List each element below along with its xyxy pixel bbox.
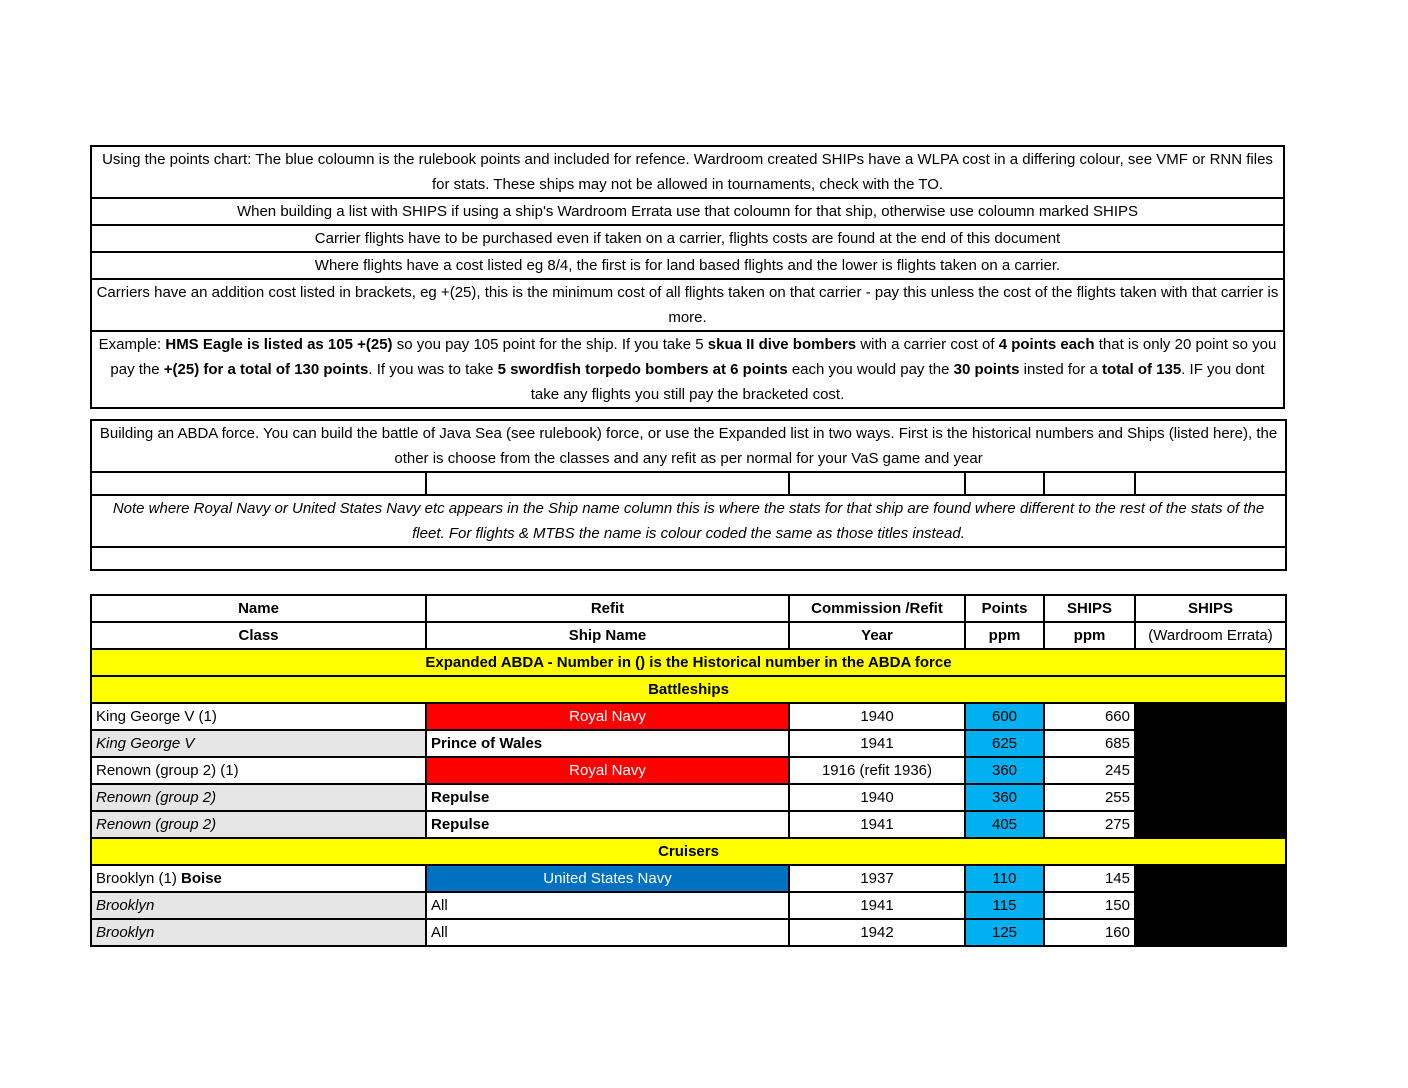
ship-class-cell [91,919,426,946]
ship-year: 1940 [789,784,965,811]
col-header-name: Name [91,595,426,622]
ship-class-cell [91,703,426,730]
ship-class: Brooklyn [96,924,155,941]
ship-points: 625 [965,730,1044,757]
ship-refit: Royal Navy [426,703,789,730]
wardroom-errata-cell [1135,811,1286,838]
ship-ships-ppm: 255 [1044,784,1135,811]
ship-refit: Royal Navy [426,757,789,784]
ship-points: 405 [965,811,1044,838]
wardroom-errata-cell [1135,865,1286,892]
ship-row [91,703,1286,730]
ship-row [91,811,1286,838]
ship-points: 360 [965,757,1044,784]
instructions-table [90,145,1285,409]
ship-ships-ppm: 660 [1044,703,1135,730]
col-header-year: Year [789,622,965,649]
ship-refit: Repulse [426,811,789,838]
note-example: Example: HMS Eagle is listed as 105 +(25) so you pay 105 point for the ship. If you take 5 skua II dive bombers with a carrier cost of 4 points each that is only 20 point so you pay the +(25) for a total of 130 points. If you was to take 5 swordfish torpedo bombers at 6 points each you would pay the 30 points insted for a total of 135. IF you dont take any flights you still pay the bracketed cost. [91,331,1284,408]
wardroom-errata-cell [1135,703,1286,730]
wardroom-errata-cell [1135,892,1286,919]
section-title: Cruisers [91,838,1286,865]
ship-ships-ppm: 150 [1044,892,1135,919]
col-header-wardroom-errata: (Wardroom Errata) [1135,622,1286,649]
ship-class-cell [91,784,426,811]
col-header-points: Points [965,595,1044,622]
ship-year: 1942 [789,919,965,946]
ship-ships-ppm: 685 [1044,730,1135,757]
points-table-box [90,594,1285,947]
ship-class-cell [91,730,426,757]
ship-class: Renown (group 2) (1) [96,762,239,779]
col-header-ships-ppm: ppm [1044,622,1135,649]
note-points-chart: Using the points chart: The blue coloumn is the rulebook points and included for refence. Wardroom created SHIPs have a WLPA cost in a differing colour, see VMF or RNN files for stats. These ships may not be allowed in tournaments, check with the TO. [91,146,1284,198]
ship-year: 1937 [789,865,965,892]
note-flight-costs: Where flights have a cost listed eg 8/4, the first is for land based flights and the lower is flights taken on a carrier. [91,252,1284,279]
ship-class: Brooklyn (1) [96,870,182,887]
col-header-ship-name: Ship Name [426,622,789,649]
points-table [90,594,1287,947]
section-row [91,676,1286,703]
wardroom-errata-cell [1135,919,1286,946]
abda-notes-box [90,419,1285,571]
ship-year: 1941 [789,811,965,838]
ship-points: 360 [965,784,1044,811]
ship-refit: United States Navy [426,865,789,892]
ship-year: 1941 [789,730,965,757]
wardroom-errata-cell [1135,730,1286,757]
ship-ships-ppm: 145 [1044,865,1135,892]
section-row [91,838,1286,865]
col-header-ships-errata: SHIPS [1135,595,1286,622]
empty-cell [1044,472,1135,495]
ship-historical-name: Boise [181,870,222,887]
col-header-ships: SHIPS [1044,595,1135,622]
wardroom-errata-cell [1135,784,1286,811]
expanded-abda-banner: Expanded ABDA - Number in () is the Historical number in the ABDA force [91,649,1286,676]
ship-class: Renown (group 2) [96,789,217,806]
empty-cell [91,472,426,495]
ship-row [91,784,1286,811]
empty-cell [426,472,789,495]
abda-intro: Building an ABDA force. You can build the battle of Java Sea (see rulebook) force, or use the Expanded list in two ways. First is the historical numbers and Ships (listed here), the other is choose from the classes and any refit as per normal for your VaS game and year [91,420,1286,472]
col-header-commission: Commission /Refit [789,595,965,622]
ship-row [91,892,1286,919]
ship-year: 1940 [789,703,965,730]
ship-points: 600 [965,703,1044,730]
ship-class: Brooklyn [96,897,155,914]
col-header-points-ppm: ppm [965,622,1044,649]
ship-year: 1941 [789,892,965,919]
abda-notes-table [90,419,1287,571]
ship-year: 1916 (refit 1936) [789,757,965,784]
ship-points: 125 [965,919,1044,946]
ship-points: 110 [965,865,1044,892]
note-carrier-flights: Carrier flights have to be purchased even if taken on a carrier, flights costs are found at the end of this document [91,225,1284,252]
empty-cell [789,472,965,495]
empty-cell [965,472,1044,495]
instructions-box [90,145,1285,409]
ship-class-cell [91,757,426,784]
ship-class-cell [91,865,426,892]
header-row-1 [91,595,1286,622]
ship-row [91,730,1286,757]
ship-row [91,757,1286,784]
ship-refit: Repulse [426,784,789,811]
wardroom-errata-cell [1135,757,1286,784]
ship-refit: Prince of Wales [426,730,789,757]
ship-class-cell [91,892,426,919]
header-row-2 [91,622,1286,649]
ship-ships-ppm: 245 [1044,757,1135,784]
note-carrier-bracket-cost: Carriers have an addition cost listed in brackets, eg +(25), this is the minimum cost of all flights taken on that carrier - pay this unless the cost of the flights taken with that carrier is more. [91,279,1284,331]
ship-class: King George V (1) [96,708,217,725]
ship-row [91,919,1286,946]
section-title: Battleships [91,676,1286,703]
ship-ships-ppm: 275 [1044,811,1135,838]
ship-class: King George V [96,735,195,752]
empty-cell [1135,472,1286,495]
abda-stats-note: Note where Royal Navy or United States Navy etc appears in the Ship name column this is where the stats for that ship are found where different to the rest of the stats of the fleet. For flights & MTBS the name is colour coded the same as those titles instead. [91,495,1286,547]
ship-row [91,865,1286,892]
ship-class: Renown (group 2) [96,816,217,833]
ship-refit: All [426,892,789,919]
ship-class-cell [91,811,426,838]
col-header-class: Class [91,622,426,649]
ship-points: 115 [965,892,1044,919]
empty-row [91,547,1286,570]
ship-refit: All [426,919,789,946]
expanded-abda-banner-row [91,649,1286,676]
ship-ships-ppm: 160 [1044,919,1135,946]
note-ships-errata: When building a list with SHIPS if using a ship's Wardroom Errata use that coloumn for that ship, otherwise use coloumn marked SHIPS [91,198,1284,225]
col-header-refit: Refit [426,595,789,622]
